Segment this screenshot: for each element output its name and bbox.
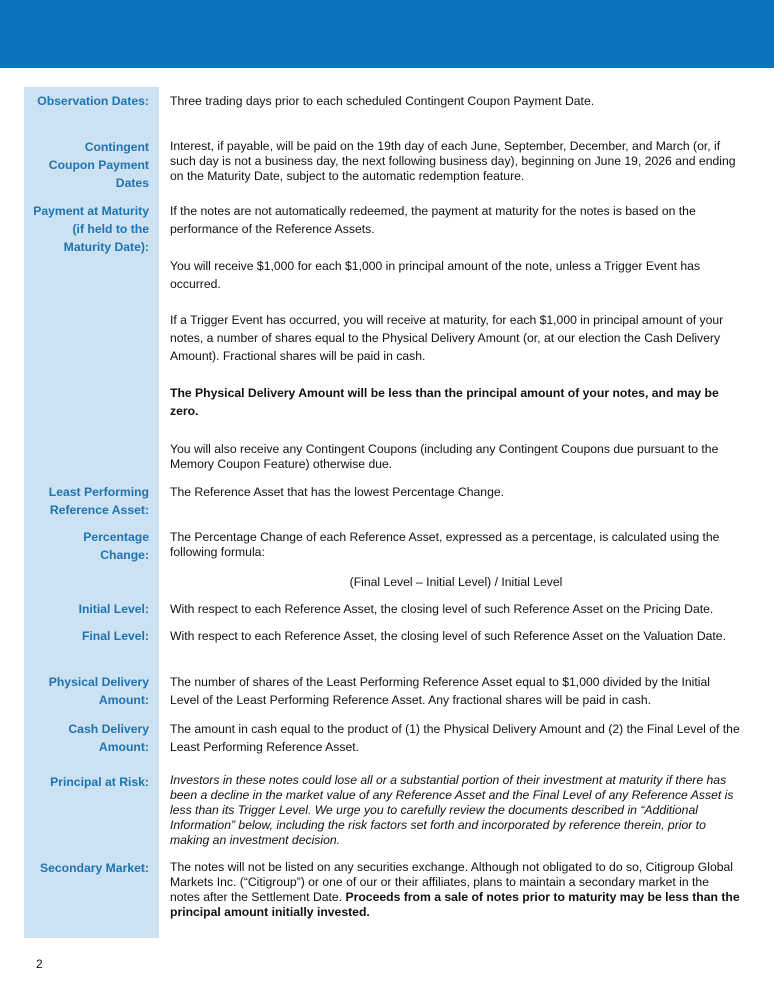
secondary-market-text xyxy=(170,860,742,920)
initial-level-label: Initial Level: xyxy=(78,602,149,616)
least-performing-label: Least Performing Reference Asset: xyxy=(48,485,149,517)
secondary-market-label: Secondary Market: xyxy=(39,861,149,875)
percentage-change-label-text: Percentage Change: xyxy=(83,530,149,562)
physical-delivery-text: The number of shares of the Least Performing Reference Asset equal to $1,000 divided by the Initial Level of the Least Performing Reference Asset. Any fractional shares will be paid in cash. xyxy=(170,675,710,707)
physical-delivery-label xyxy=(24,673,149,709)
physical-delivery-label-text: Physical Delivery Amount: xyxy=(48,675,149,707)
percentage-change-text: The Percentage Change of each Reference Asset, expressed as a percentage, is calculated using the following formula: xyxy=(170,530,720,559)
least-performing-text: The Reference Asset that has the lowest Percentage Change. xyxy=(170,485,505,499)
observation-dates-label: Observation Dates: xyxy=(37,94,149,108)
page-number: 2 xyxy=(36,957,43,971)
final-level-text: With respect to each Reference Asset, the closing level of such Reference Asset on the Valuation Date. xyxy=(170,629,726,643)
principal-at-risk-label: Principal at Risk: xyxy=(50,775,149,789)
payment-at-maturity-warning: The Physical Delivery Amount will be less than the principal amount of your notes, and may be zero. xyxy=(170,386,719,418)
final-level-label: Final Level: xyxy=(81,629,149,643)
coupon-payment-dates-label xyxy=(24,138,149,192)
coupon-payment-dates-text: Interest, if payable, will be paid on the 19th day of each June, September, December, and March (or, if such day is not a business day, the next following business day), beginning on June 19, 2026 and ending on the Maturity Date, subject to the automatic redemption feature. xyxy=(170,139,736,183)
header-banner xyxy=(0,0,774,68)
cash-delivery-label-text: Cash Delivery Amount: xyxy=(68,722,149,754)
coupon-payment-dates-label-text: Contingent Coupon Payment Dates xyxy=(48,140,149,190)
payment-at-maturity-label: Payment at Maturity (if held to the Maturity Date): xyxy=(33,204,149,254)
secondary-market-plain: The notes will not be listed on any securities exchange. Although not obligated to do so, Citigroup Global Markets Inc. (“Citigroup”) or one of our or their affiliates, plans to maintain a secondary market in the notes after the Settlement Date. xyxy=(170,860,734,904)
percentage-change-label xyxy=(24,528,149,564)
payment-at-maturity-p2: You will receive $1,000 for each $1,000 in principal amount of the note, unless a Trigger Event has occurred. xyxy=(170,259,701,291)
cash-delivery-text: The amount in cash equal to the product of (1) the Physical Delivery Amount and (2) the Final Level of the Least Performing Reference Asset. xyxy=(170,722,740,754)
percentage-change-formula: (Final Level – Initial Level) / Initial Level xyxy=(349,575,563,589)
observation-dates-text: Three trading days prior to each scheduled Contingent Coupon Payment Date. xyxy=(170,94,595,108)
principal-at-risk-text: Investors in these notes could lose all or a substantial portion of their investment at maturity if there has been a decline in the market value of any Reference Asset and the Final Level of any Reference Asset is less than its Trigger Level. We urge you to carefully review the documents described in “Additional Information” below, including the risk factors set forth and incorporated by reference therein, prior to making an investment decision. xyxy=(170,773,734,847)
payment-at-maturity-p5: You will also receive any Contingent Coupons (including any Contingent Coupons due pursuant to the Memory Coupon Feature) otherwise due. xyxy=(170,442,719,471)
payment-at-maturity-p1: If the notes are not automatically redeemed, the payment at maturity for the notes is based on the performance of the Reference Assets. xyxy=(170,204,696,236)
payment-at-maturity-p3: If a Trigger Event has occurred, you will receive at maturity, for each $1,000 in principal amount of your notes, a number of shares equal to the Physical Delivery Amount (or, at our election the Cash Delivery Amount). Fractional shares will be paid in cash. xyxy=(170,313,724,363)
cash-delivery-label xyxy=(24,720,149,756)
initial-level-text: With respect to each Reference Asset, the closing level of such Reference Asset on the Pricing Date. xyxy=(170,602,714,616)
secondary-market-bold: Proceeds from a sale of notes prior to maturity may be less than the principal amount initially invested. xyxy=(170,890,740,919)
